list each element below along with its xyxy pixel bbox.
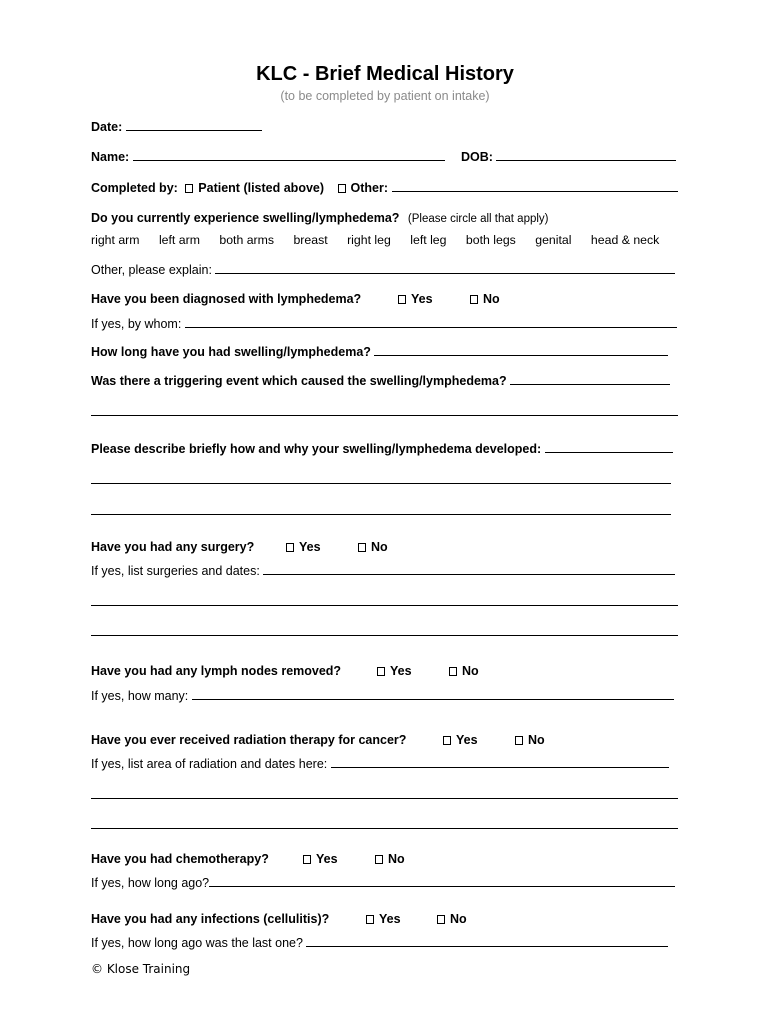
- footer-copyright: © Klose Training: [91, 962, 191, 976]
- surgery-followup-row: [91, 563, 675, 578]
- radiation-yes-label: Yes: [456, 733, 478, 747]
- swelling-option[interactable]: right arm: [91, 233, 140, 247]
- infections-yes-checkbox[interactable]: [366, 915, 374, 924]
- describe-line[interactable]: [91, 514, 671, 515]
- radiation-line[interactable]: [91, 828, 678, 829]
- chemo-yes: [303, 852, 338, 866]
- chemo-yes-checkbox[interactable]: [303, 855, 311, 864]
- chemo-no: [375, 852, 405, 866]
- other-explain-label: Other, please explain:: [91, 263, 212, 277]
- radiation-followup-row: [91, 756, 669, 771]
- chemo-no-label: No: [388, 852, 405, 866]
- radiation-followup-field[interactable]: [331, 756, 669, 768]
- infections-followup-field[interactable]: [306, 935, 668, 947]
- infections-no: [437, 912, 467, 926]
- other-option-label: Other:: [350, 181, 389, 195]
- surgery-line[interactable]: [91, 605, 678, 606]
- diagnosed-yes: [398, 292, 433, 306]
- surgery-yes: [286, 540, 321, 554]
- surgery-yes-label: Yes: [299, 540, 321, 554]
- diagnosed-yes-checkbox[interactable]: [398, 295, 406, 304]
- chemo-yes-label: Yes: [316, 852, 338, 866]
- diagnosed-no-label: No: [483, 292, 500, 306]
- swelling-question: Do you currently experience swelling/lymphedema?: [91, 211, 400, 225]
- diagnosed-followup-row: [91, 316, 677, 331]
- completed-by-label: Completed by:: [91, 181, 178, 195]
- describe-line[interactable]: [91, 483, 671, 484]
- swelling-option[interactable]: breast: [293, 233, 328, 247]
- surgery-question: Have you had any surgery?: [91, 540, 255, 554]
- swelling-note: (Please circle all that apply): [407, 213, 549, 225]
- other-checkbox[interactable]: [338, 184, 346, 193]
- lymph-followup-label: If yes, how many:: [91, 689, 189, 703]
- radiation-line[interactable]: [91, 798, 678, 799]
- how-long-field[interactable]: [374, 344, 668, 356]
- patient-option-label: Patient (listed above): [198, 181, 325, 195]
- form-subtitle: (to be completed by patient on intake): [280, 89, 490, 103]
- name-field[interactable]: [133, 149, 445, 161]
- triggering-row: [91, 373, 670, 388]
- date-label: Date:: [91, 120, 123, 134]
- other-explain-field[interactable]: [215, 262, 675, 274]
- date-row: [91, 119, 262, 134]
- lymph-followup-row: [91, 688, 674, 703]
- diagnosed-question: Have you been diagnosed with lymphedema?: [91, 292, 362, 306]
- patient-checkbox[interactable]: [185, 184, 193, 193]
- lymph-question: Have you had any lymph nodes removed?: [91, 664, 342, 678]
- triggering-line[interactable]: [91, 415, 678, 416]
- diagnosed-no: [470, 292, 500, 306]
- infections-no-label: No: [450, 912, 467, 926]
- lymph-no-checkbox[interactable]: [449, 667, 457, 676]
- surgery-no-checkbox[interactable]: [358, 543, 366, 552]
- surgery-no-label: No: [371, 540, 388, 554]
- infections-no-checkbox[interactable]: [437, 915, 445, 924]
- form-title: KLC - Brief Medical History: [256, 63, 514, 85]
- chemo-followup-row: [91, 875, 675, 890]
- surgery-yes-checkbox[interactable]: [286, 543, 294, 552]
- radiation-yes: [443, 733, 478, 747]
- date-field[interactable]: [126, 119, 262, 131]
- surgery-followup-label: If yes, list surgeries and dates:: [91, 564, 260, 578]
- dob-label: DOB:: [461, 150, 493, 164]
- swelling-option[interactable]: genital: [535, 233, 572, 247]
- how-long-question: How long have you had swelling/lymphedema?: [91, 345, 371, 359]
- lymph-followup-field[interactable]: [192, 688, 674, 700]
- swelling-option[interactable]: both arms: [219, 233, 275, 247]
- swelling-question-row: [91, 209, 549, 227]
- swelling-options: [91, 233, 659, 247]
- infections-yes-label: Yes: [379, 912, 401, 926]
- swelling-option[interactable]: left arm: [158, 233, 200, 247]
- radiation-no-label: No: [528, 733, 545, 747]
- dob-row: [461, 149, 676, 164]
- lymph-no-label: No: [462, 664, 479, 678]
- describe-question: Please describe briefly how and why your swelling/lymphedema developed:: [91, 442, 542, 456]
- diagnosed-no-checkbox[interactable]: [470, 295, 478, 304]
- radiation-no: [515, 733, 545, 747]
- other-explain-row: [91, 262, 675, 277]
- swelling-option[interactable]: head & neck: [590, 233, 660, 247]
- how-long-row: [91, 344, 668, 359]
- swelling-option[interactable]: left leg: [410, 233, 447, 247]
- lymph-no: [449, 664, 479, 678]
- chemo-question: Have you had chemotherapy?: [91, 852, 269, 866]
- radiation-no-checkbox[interactable]: [515, 736, 523, 745]
- lymph-yes: [377, 664, 412, 678]
- chemo-no-checkbox[interactable]: [375, 855, 383, 864]
- name-label: Name:: [91, 150, 130, 164]
- lymph-yes-checkbox[interactable]: [377, 667, 385, 676]
- infections-yes: [366, 912, 401, 926]
- lymph-yes-label: Yes: [390, 664, 412, 678]
- chemo-followup-field[interactable]: [209, 875, 675, 887]
- radiation-question: Have you ever received radiation therapy for cancer?: [91, 733, 407, 747]
- diagnosed-yes-label: Yes: [411, 292, 433, 306]
- chemo-followup-label: If yes, how long ago?: [91, 876, 210, 890]
- dob-field[interactable]: [496, 149, 676, 161]
- name-row: [91, 149, 445, 164]
- swelling-option[interactable]: right leg: [347, 233, 391, 247]
- other-field[interactable]: [392, 180, 678, 192]
- radiation-yes-checkbox[interactable]: [443, 736, 451, 745]
- radiation-followup-label: If yes, list area of radiation and dates here:: [91, 757, 328, 771]
- triggering-question: Was there a triggering event which caused the swelling/lymphedema?: [91, 374, 507, 388]
- swelling-option[interactable]: both legs: [465, 233, 516, 247]
- triggering-field[interactable]: [510, 373, 670, 385]
- surgery-line[interactable]: [91, 635, 678, 636]
- diagnosed-followup-label: If yes, by whom:: [91, 317, 182, 331]
- describe-field[interactable]: [545, 441, 673, 453]
- infections-question: Have you had any infections (cellulitis)?: [91, 912, 330, 926]
- diagnosed-followup-field[interactable]: [185, 316, 677, 328]
- surgery-no: [358, 540, 388, 554]
- infections-followup-label: If yes, how long ago was the last one?: [91, 936, 303, 950]
- completed-by-row: [91, 180, 678, 195]
- surgery-followup-field[interactable]: [263, 563, 675, 575]
- describe-row: [91, 441, 673, 456]
- infections-followup-row: [91, 935, 668, 950]
